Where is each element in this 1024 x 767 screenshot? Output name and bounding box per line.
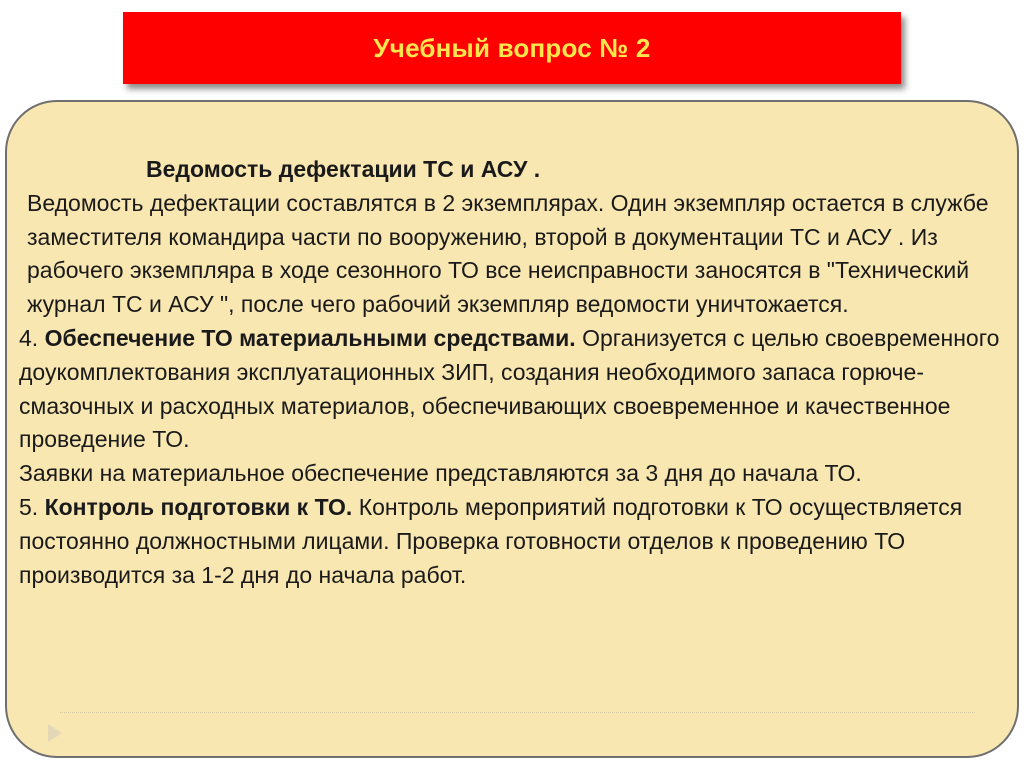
footer-divider	[60, 712, 975, 713]
slide-body	[19, 153, 1004, 592]
title-banner	[123, 12, 901, 84]
section-heading: Ведомость дефектации ТС и АСУ .	[146, 156, 541, 182]
item-4	[19, 322, 1004, 457]
item-5	[19, 491, 1004, 592]
slide-nav-arrow-icon[interactable]	[48, 724, 62, 742]
item-5-text: Контроль мероприятий подготовки к ТО осуществляется постоянно должностными лицами. Проверка готовности отделов к проведению ТО производится за 1-2 дня до начала работ.	[19, 493, 963, 588]
item-4-title: Обеспечение ТО материальными средствами.	[44, 324, 576, 351]
item-4-text: Организуется с целью своевременного доукомплектования эксплуатационных ЗИП, создания необходимого запаса горюче-смазочных и расходных материалов, обеспечивающих своевременное и качественное проведение ТО.	[19, 324, 1000, 453]
paragraph-requests: Заявки на материальное обеспечение представляются за 3 дня до начала ТО.	[19, 460, 862, 487]
slide-title: Учебный вопрос № 2	[373, 32, 651, 63]
item-5-title: Контроль подготовки к ТО.	[44, 493, 353, 520]
item-4-number: 4.	[19, 324, 39, 351]
paragraph-defect-sheet: Ведомость дефектации составлятся в 2 экземплярах. Один экземпляр остается в службе заместителя командира части по вооружению, второй в документации ТС и АСУ . Из рабочего экземпляра в ходе сезонного ТО все неисправности заносятся в "Технический журнал ТС и АСУ ", после чего рабочий экземпляр ведомости уничтожается.	[27, 189, 989, 318]
item-5-number: 5.	[19, 493, 39, 520]
